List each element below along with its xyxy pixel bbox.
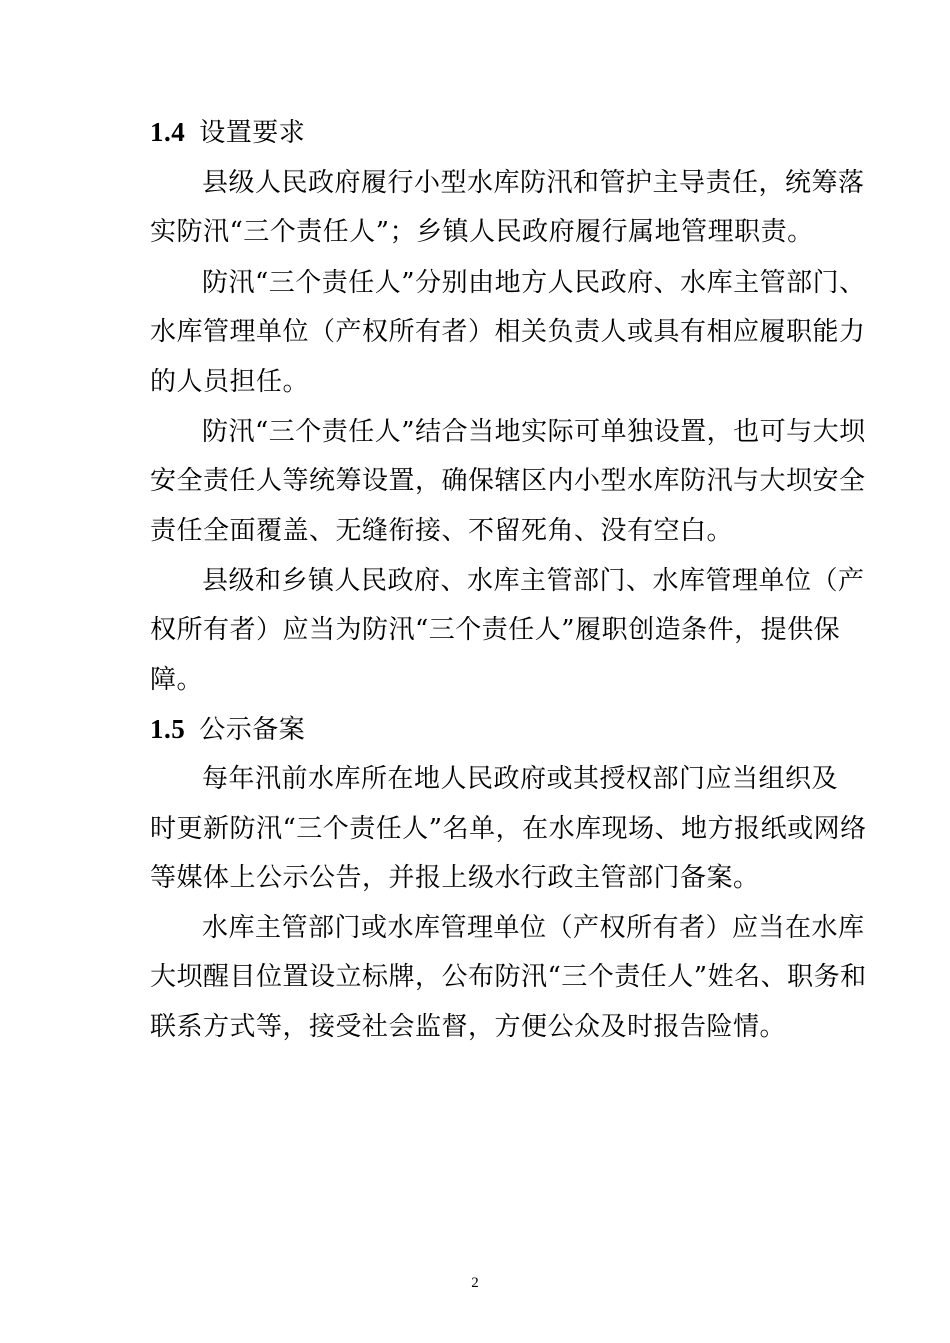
paragraph-line: 安全责任人等统筹设置，确保辖区内小型水库防汛与大坝安全 [150, 466, 866, 496]
section-number: 1.4 [150, 117, 186, 147]
paragraph-line: 障。 [150, 665, 204, 695]
paragraph-line: 防汛“三个责任人”结合当地实际可单独设置，也可与大坝 [202, 417, 866, 447]
page-number: 2 [471, 1275, 479, 1291]
section-title: 设置要求 [199, 118, 306, 148]
section-title: 公示备案 [199, 715, 306, 745]
section-number: 1.5 [150, 714, 186, 744]
section-heading-1-5 [150, 713, 830, 746]
section-heading-1-4 [150, 116, 830, 149]
paragraph-line: 大坝醒目位置设立标牌，公布防汛“三个责任人”姓名、职务和 [150, 962, 867, 992]
paragraph-line: 防汛“三个责任人”分别由地方人民政府、水库主管部门、 [202, 268, 866, 298]
paragraph-line: 等媒体上公示公告，并报上级水行政主管部门备案。 [150, 863, 760, 893]
paragraph-line: 水库管理单位（产权所有者）相关负责人或具有相应履职能力 [150, 317, 866, 347]
paragraph-line: 县级人民政府履行小型水库防汛和管护主导责任，统筹落 [202, 168, 865, 198]
paragraph-line: 权所有者）应当为防汛“三个责任人”履职创造条件，提供保 [150, 615, 841, 645]
paragraph-line: 的人员担任。 [150, 367, 310, 397]
paragraph-line: 责任全面覆盖、无缝衔接、不留死角、没有空白。 [150, 516, 734, 546]
paragraph-line: 水库主管部门或水库管理单位（产权所有者）应当在水库 [202, 913, 865, 943]
paragraph-line: 实防汛“三个责任人”；乡镇人民政府履行属地管理职责。 [150, 217, 814, 247]
paragraph-line: 时更新防汛“三个责任人”名单，在水库现场、地方报纸或网络 [150, 814, 867, 844]
paragraph-line: 县级和乡镇人民政府、水库主管部门、水库管理单位（产 [202, 566, 865, 596]
paragraph-line: 每年汛前水库所在地人民政府或其授权部门应当组织及 [202, 764, 839, 794]
paragraph-line: 联系方式等，接受社会监督，方便公众及时报告险情。 [150, 1012, 787, 1042]
